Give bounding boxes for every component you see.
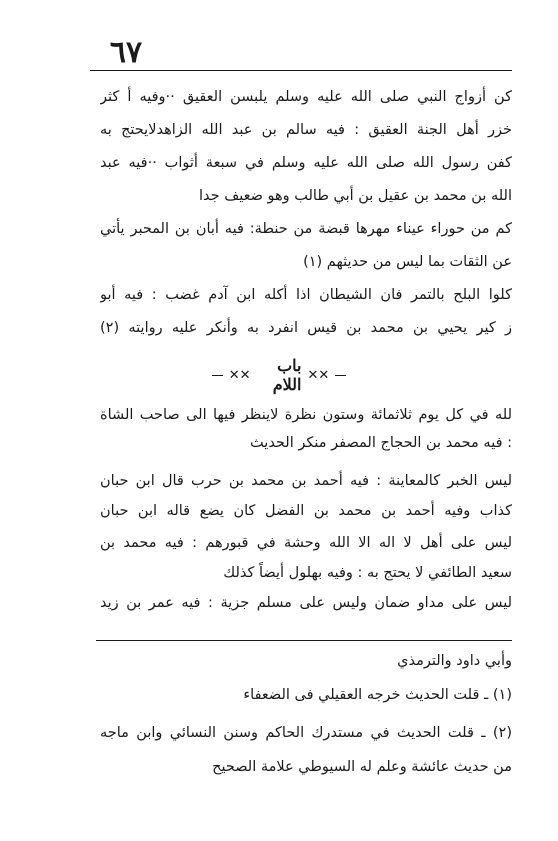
text-line: وأبي داود والترمذي — [397, 653, 512, 669]
header-rule — [90, 70, 512, 71]
text-line: عن الثقات بما ليس من حديثهم (١) — [303, 254, 512, 270]
footnote-rule — [96, 640, 512, 641]
text-line: خزر أهل الجنة العقيق : فيه سالم بن عبد الله الزاهدلايحتج به — [100, 122, 512, 138]
section-b — [100, 400, 512, 640]
ornament-icon: ✕✕ — [307, 367, 330, 383]
chapter-title: باب اللام — [272, 356, 302, 394]
text-line: لله في كل يوم ثلاثمائة وستون نظرة لاينظر فيها الى صاحب الشاة — [100, 407, 512, 423]
text-line: كن أزواج النبي صلى الله عليه وسلم يلبسن العقيق ··وفيه أ كثر — [100, 89, 512, 105]
chapter-heading — [212, 356, 346, 394]
text-line: ز كير يحيي بن محمد بن قيس انفرد به وأنكر عليه روايته (٢) — [100, 320, 512, 336]
page-number: ٦٧ — [109, 35, 143, 70]
text-line: كفن رسول الله صلى الله عليه وسلم في سبعة أثواب ··فيه عبد — [100, 155, 512, 171]
text-line: ليس على أهل لا اله الا الله وحشة في قبورهم : فيه محمد بن — [100, 535, 512, 551]
text-line: : فيه محمد بن الحجاج المصفر منكر الحديث — [250, 435, 512, 451]
text-line: ليس على مداو ضمان وليس على مسلم جزية : فيه عمر بن زيد — [100, 595, 512, 611]
heading-dash — [335, 375, 346, 376]
footnotes — [100, 680, 512, 790]
section-b-tail — [100, 646, 512, 676]
footnote-line: (١) ـ قلت الحديث خرجه العقيلي فى الضعفاء — [243, 687, 512, 703]
footnote-line: (٢) ـ قلت الحديث في مستدرك الحاكم وسنن النسائي وابن ماجه — [100, 725, 512, 741]
text-line: كم من حوراء عيناء مهرها قبضة من حنطة: فيه أبان بن المحبر يأتي — [100, 221, 512, 237]
text-line: ليس الخبر كالمعاينة : فيه أحمد بن محمد بن حرب قال ابن حبان — [100, 473, 512, 489]
text-line: كلوا البلح بالتمر فان الشيطان اذا أكله ابن آدم غضب : فيه أبو — [100, 287, 512, 303]
footnote-line: من حديث عائشة وعلم له السيوطي علامة الصحيح — [212, 759, 512, 775]
section-a — [100, 82, 512, 352]
text-line: الله بن محمد بن عقيل بن أبي طالب وهو ضعيف جدا — [199, 188, 512, 204]
text-line: سعيد الطائفي لا يحتج به : وفيه بهلول أيضاً كذلك — [223, 565, 512, 581]
text-line: كذاب وفيه أحمد بن محمد بن الفضل كان يضع قاله ابن حبان — [100, 503, 512, 519]
ornament-icon: ✕✕ — [228, 367, 251, 383]
heading-dash — [212, 375, 223, 376]
